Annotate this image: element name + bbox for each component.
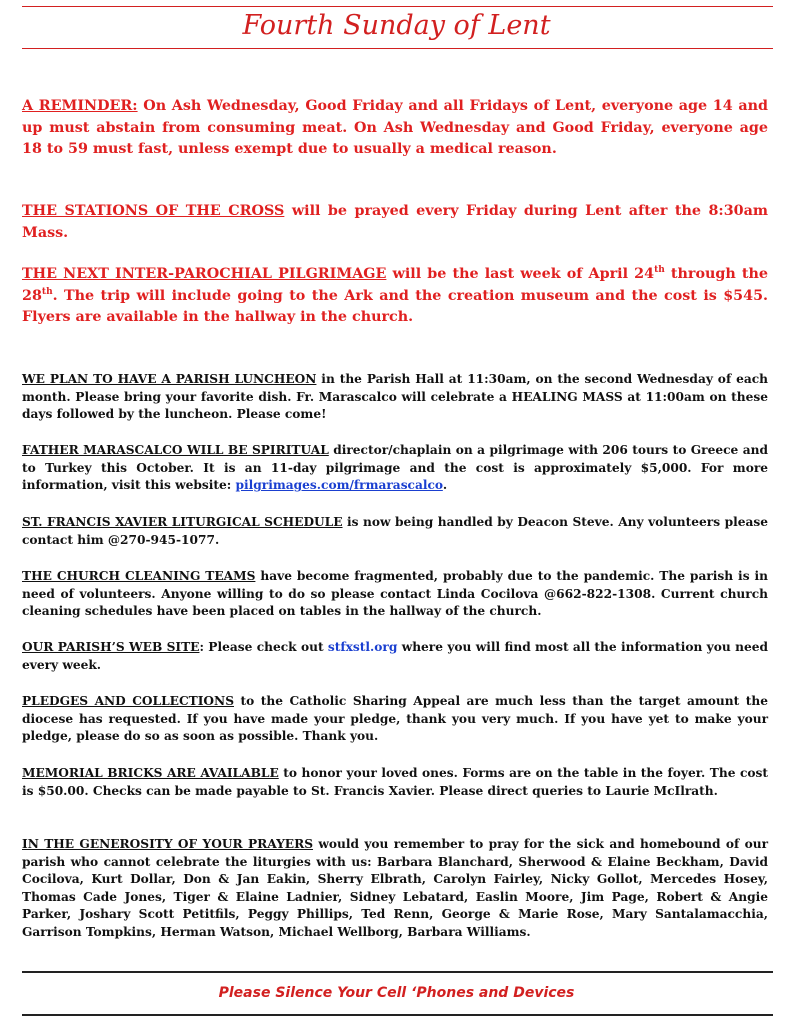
spiritual-director-section [22,442,768,495]
memorial-bricks-heading: MEMORIAL BRICKS ARE AVAILABLE [22,766,279,780]
liturgical-schedule-heading: ST. FRANCIS XAVIER LITURGICAL SCHEDULE [22,515,343,529]
stations-text: will be prayed every Friday during Lent after the 8:30am Mass. [22,203,769,241]
liturgical-schedule-section [22,514,768,549]
web-site-text: : Please check out [199,640,328,654]
memorial-bricks-section [22,765,768,800]
spiritual-director-heading: FATHER MARASCALCO WILL BE SPIRITUAL [22,443,329,457]
title-top-rule [22,6,773,7]
pledges-text: to the Catholic Sharing Appeal are much less than the target amount the diocese has requested. If you have made your pledge, thank you very much. If you have yet to make your pledge, please do so as soon as possible. Thank you. [22,694,768,744]
footer-top-rule [22,971,773,973]
spiritual-director-text: director/chaplain on a pilgrimage with 206 tours to Greece and to Turkey this October. It is an 11-day pilgrimage and the cost is approximately $5,000. For more information, visit this website: [22,443,769,493]
web-site-heading: OUR PARISH’S WEB SITE [22,640,200,654]
footer-notice: Please Silence Your Cell ‘Phones and Devices [218,985,575,1001]
web-site-after: where you will find most all the information you need every week. [22,640,768,672]
page-title: Fourth Sunday of Lent [242,10,551,41]
parish-site-link[interactable]: stfxstl.org [327,640,398,654]
prayers-heading: IN THE GENEROSITY OF YOUR PRAYERS [22,837,314,851]
luncheon-section [22,371,768,424]
prayers-text: would you remember to pray for the sick and homebound of our parish who cannot celebrate the liturgies with us: Barbara Blanchard, Sherwood & Elaine Beckham, David Cocilova, Kurt Dollar, Don & Jan Eakin, Sherry Elbrath, Carolyn Fairley, Nicky Gollot, Mercedes Hosey, Thomas Cade Jones, Tiger & Elaine Ladnier, Sidney Lebatard, Easlin Moore, Jim Page, Robert & Angie Parker, Joshary Scott Petitfils, Peggy Phillips, Ted Renn, George & Marie Rose, Mary Santalamacchia, Garrison Tompkins, Herman Watson, Michael Wellborg, Barbara Williams. [22,837,768,939]
pilgrimage-section [22,264,768,329]
footer-bottom-rule [22,1014,773,1016]
prayers-section [22,836,768,942]
pilgrimage-text-a: will be the last week of April 24 [386,266,655,282]
title-bottom-rule [22,48,773,49]
liturgical-schedule-text: is now being handled by Deacon Steve. Any volunteers please contact him @270-945-1077. [22,515,768,547]
cleaning-teams-section [22,568,768,621]
luncheon-text: in the Parish Hall at 11:30am, on the second Wednesday of each month. Please bring your favorite dish. Fr. Marascalco will celebrate a HEALING MASS at 11:00am on these days followed by the luncheon. Please come! [22,372,769,422]
cleaning-teams-heading: THE CHURCH CLEANING TEAMS [22,569,256,583]
pilgrimage-sup-b: th [41,286,53,297]
pilgrimage-heading: THE NEXT INTER-PAROCHIAL PILGRIMAGE [22,266,387,282]
pledges-heading: PLEDGES AND COLLECTIONS [22,694,234,708]
spiritual-director-after: . [442,478,448,493]
web-site-section [22,639,768,674]
luncheon-heading: WE PLAN TO HAVE A PARISH LUNCHEON [22,372,317,386]
cleaning-teams-text: have become fragmented, probably due to the pandemic. The parish is in need of volunteers. Anyone willing to do so please contact Linda Cocilova @662-822-1308. Current church cleaning schedules have been placed on tables in the hallway of the church. [22,569,768,619]
pledges-section [22,693,768,746]
pilgrimage-sup-a: th [654,265,665,276]
stations-section [22,201,768,244]
memorial-bricks-text: to honor your loved ones. Forms are on the table in the foyer. The cost is $50.00. Checks can be made payable to St. Francis Xavier. Please direct queries to Laurie McIlrath. [22,766,768,798]
pilgrimage-text-c: . The trip will include going to the Ark and the creation museum and the cost is $545. Flyers are available in the hallway in the church. [22,287,768,325]
reminder-heading: A REMINDER: [22,98,138,114]
pilgrimage-text-b: through the 28 [22,266,768,304]
reminder-text: On Ash Wednesday, Good Friday and all Fridays of Lent, everyone age 14 and up must abstain from consuming meat. On Ash Wednesday and Good Friday, everyone age 18 to 59 must fast, unless exempt due to usually a medical reason. [22,98,768,157]
stations-heading: THE STATIONS OF THE CROSS [22,203,285,219]
reminder-section [22,96,768,161]
pilgrimages-link[interactable]: pilgrimages.com/frmarascalco [235,478,443,493]
